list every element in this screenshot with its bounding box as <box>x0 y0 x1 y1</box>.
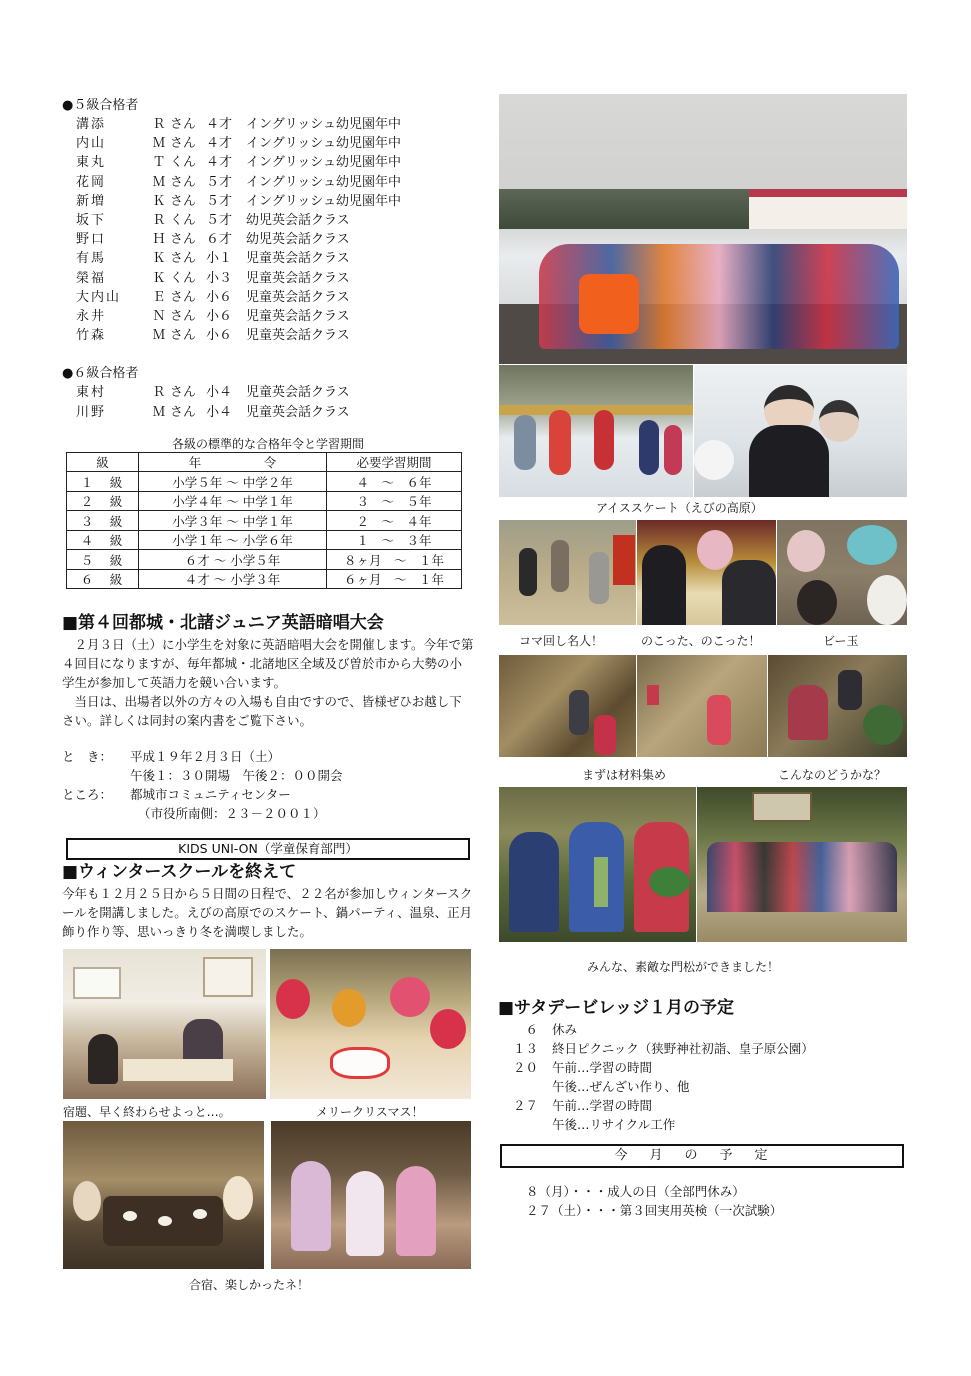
table-cell: 小学４年 ～ 中学１年 <box>139 491 327 511</box>
passer-name: 東丸 <box>76 155 107 171</box>
passer-honorific: さん <box>170 136 197 152</box>
list-item <box>76 403 474 422</box>
table-cell: ８ヶ月 ～ １年 <box>327 550 462 570</box>
list-item <box>76 115 474 134</box>
passer-honorific: くん <box>170 270 197 286</box>
passer-name: 内山 <box>76 136 107 152</box>
table-cell: ４ ～ ６年 <box>327 472 462 492</box>
passer-honorific: くん <box>170 213 197 229</box>
list-item <box>498 1096 908 1115</box>
passer-age: 小４ <box>206 404 233 420</box>
caption-skating: アイススケート（えびの高原） <box>596 501 763 515</box>
passer-honorific: さん <box>170 232 197 248</box>
passer-initial: Ｒ <box>152 385 166 401</box>
passer-initial: Ｋ <box>152 193 166 209</box>
when-line-1: 平成１９年２月３日（土） <box>130 749 281 765</box>
table-row <box>67 550 462 570</box>
passer-age: 小１ <box>206 251 233 267</box>
list-item: ２７（土）・・・第３回実用英検（一次試験） <box>526 1203 783 1218</box>
caption-christmas: メリークリスマス！ <box>316 1105 424 1119</box>
photo-materials-2 <box>637 655 767 757</box>
passer-class: 幼児英会話クラス <box>246 213 350 229</box>
month-schedule-box: 今月の予定 <box>500 1144 904 1168</box>
passer-class: 児童英会話クラス <box>246 385 350 401</box>
passer-name: 野口 <box>76 232 107 248</box>
table-cell: ４ 級 <box>67 530 139 550</box>
passer-name: 新増 <box>76 193 107 209</box>
schedule-text: 午前…学習の時間 <box>552 1060 653 1075</box>
contest-paragraph-2: 当日は、出場者以外の方々の入場も自由ですので、皆様ぜひお越し下さい。詳しくは同封の案内書をご覧下さい。 <box>62 694 462 729</box>
passer-class: 児童英会話クラス <box>246 251 350 267</box>
passer-name: 榮福 <box>76 270 107 286</box>
where-line-2: （市役所南側：２３－２００１） <box>138 806 326 822</box>
schedule-day: ６ <box>525 1022 538 1037</box>
passer-class: イングリッシュ幼児園年中 <box>246 174 401 190</box>
grade5-list <box>76 115 474 345</box>
passer-class: 児童英会話クラス <box>246 404 350 420</box>
contest-paragraph-1: ２月３日（土）に小学生を対象に英語暗唱大会を開催します。今年で第４回目になりますが、毎年都城・北諸地区全域及び曽於市から大勢の小学生が参加して英語力を競い合います。 <box>62 637 474 691</box>
passer-class: 児童英会話クラス <box>246 289 350 305</box>
photo-kadomatsu-kids <box>499 787 696 942</box>
table-header-cell: 年 令 <box>139 452 327 472</box>
table-cell: １ 級 <box>67 472 139 492</box>
photo-skating-closeup <box>694 365 907 497</box>
passer-initial: Ｋ <box>152 270 166 286</box>
standard-table-caption: 各級の標準的な合格年令と学習期間 <box>171 436 364 451</box>
table-cell: 小学３年 ～ 中学１年 <box>139 511 327 531</box>
passer-class: 児童英会話クラス <box>246 270 350 286</box>
photo-marbles <box>777 520 907 625</box>
schedule-day: ２７ <box>512 1098 538 1113</box>
list-item <box>76 307 474 326</box>
passer-initial: Ｍ <box>152 404 166 420</box>
passer-name: 大内山 <box>76 289 122 305</box>
table-cell: １ ～ ３年 <box>327 530 462 550</box>
caption-camp: 合宿、楽しかったネ！ <box>189 1278 310 1292</box>
photo-kadomatsu-group <box>697 787 907 942</box>
table-cell: ６ 級 <box>67 569 139 589</box>
list-item <box>498 1077 908 1096</box>
photo-skating-group <box>499 94 907 364</box>
contest-where-row <box>62 785 474 804</box>
caption-bidama: ビー玉 <box>823 634 859 648</box>
when-line-2: 午後１：３０開場 午後２：００開会 <box>130 768 343 784</box>
table-row <box>67 472 462 492</box>
list-item <box>76 269 474 288</box>
schedule-text: 休み <box>552 1022 578 1037</box>
passer-age: ４才 <box>206 155 233 171</box>
caption-koma: コマ回し名人！ <box>519 634 604 648</box>
photo-camp-pajamas <box>271 1121 471 1269</box>
table-cell: ４才 ～ 小学３年 <box>139 569 327 589</box>
kids-union-box: KIDS UNI-ON（学童保育部門） <box>66 838 470 860</box>
passer-honorific: さん <box>170 251 197 267</box>
list-item <box>76 173 474 192</box>
passer-initial: Ｒ <box>152 213 166 229</box>
list-item <box>76 192 474 211</box>
schedule-text: 午前…学習の時間 <box>552 1098 653 1113</box>
list-item <box>76 153 474 172</box>
schedule-text: 終日ピクニック（狭野神社初詣、皇子原公園） <box>552 1041 814 1056</box>
table-cell: ３ ～ ５年 <box>327 491 462 511</box>
table-header-cell: 級 <box>67 452 139 472</box>
table-row <box>67 530 462 550</box>
passer-age: ４才 <box>206 136 233 152</box>
passer-initial: Ｈ <box>152 232 166 248</box>
contest-title: ■第４回都城・北諸ジュニア英語暗唱大会 <box>62 613 384 634</box>
table-cell: ５ 級 <box>67 550 139 570</box>
caption-materials: まずは材料集め <box>582 768 667 782</box>
caption-nokotta: のこった、のこった！ <box>641 634 761 648</box>
list-item: ８（月）・・・成人の日（全部門休み） <box>526 1184 745 1199</box>
passer-age: 小６ <box>206 328 233 344</box>
list-item <box>76 326 474 345</box>
when-label: と き： <box>62 749 113 765</box>
passer-honorific: さん <box>170 117 197 132</box>
list-item <box>498 1020 908 1039</box>
photo-homework <box>63 949 266 1099</box>
passer-name: 有馬 <box>76 251 107 267</box>
table-cell: ２ ～ ４年 <box>327 511 462 531</box>
passer-name: 東村 <box>76 385 107 401</box>
table-row <box>67 491 462 511</box>
contest-where-row-2 <box>62 804 474 823</box>
winter-paragraph: 今年も１２月２５日から５日間の日程で、２２名が参加しウィンタースクールを開講しました。えびの高原でのスケート、鍋パーティ、温泉、正月飾り作り等、思いっきり冬を満喫しました。 <box>62 886 473 940</box>
passer-name: 坂下 <box>76 213 107 229</box>
passer-class: イングリッシュ幼児園年中 <box>246 193 401 209</box>
standard-table <box>66 452 462 590</box>
list-item <box>76 249 474 268</box>
list-item <box>498 1039 908 1058</box>
list-item <box>498 1058 908 1077</box>
photo-materials-1 <box>499 655 636 757</box>
passer-age: ４才 <box>206 117 233 132</box>
photo-skating-rink <box>499 365 693 497</box>
passer-initial: Ｅ <box>152 289 166 305</box>
table-row <box>67 569 462 589</box>
where-label: ところ： <box>62 787 113 803</box>
schedule-day: １３ <box>512 1041 538 1056</box>
list-item <box>76 288 474 307</box>
table-cell: 小学５年 ～ 中学２年 <box>139 472 327 492</box>
passer-honorific: さん <box>170 385 197 401</box>
passer-age: 小３ <box>206 270 233 286</box>
month-schedule-list <box>526 1182 908 1220</box>
caption-kadomatsu: みんな、素敵な門松ができました！ <box>587 960 780 974</box>
contest-when-row <box>62 747 474 766</box>
table-header-row <box>67 452 462 472</box>
passer-class: 幼児英会話クラス <box>246 232 350 248</box>
grade5-header: ●５級合格者 <box>62 98 139 113</box>
table-row <box>67 511 462 531</box>
passer-name: 花岡 <box>76 174 107 190</box>
contest-info <box>62 747 474 823</box>
passer-initial: Ｒ <box>152 117 166 132</box>
passer-class: 児童英会話クラス <box>246 328 350 344</box>
passer-initial: Ｎ <box>152 309 166 325</box>
passer-honorific: さん <box>170 174 197 190</box>
passer-class: イングリッシュ幼児園年中 <box>246 155 401 171</box>
passer-age: 小６ <box>206 289 233 305</box>
table-cell: ３ 級 <box>67 511 139 531</box>
passer-initial: Ｍ <box>152 328 166 344</box>
grade6-header: ●６級合格者 <box>62 366 139 382</box>
passer-class: イングリッシュ幼児園年中 <box>246 117 401 132</box>
contest-when-row-2 <box>62 766 474 785</box>
grade6-list <box>76 383 474 421</box>
schedule-day <box>498 1115 552 1134</box>
passer-age: ５才 <box>206 193 233 209</box>
passer-initial: Ｔ <box>152 155 166 171</box>
table-header-cell: 必要学習期間 <box>327 452 462 472</box>
passer-class: イングリッシュ幼児園年中 <box>246 136 401 152</box>
passer-age: 小６ <box>206 309 233 325</box>
passer-age: ６才 <box>206 232 233 248</box>
photo-camp-meal <box>63 1121 264 1269</box>
passer-name: 溝添 <box>76 117 107 132</box>
passer-honorific: さん <box>170 328 197 344</box>
saturday-schedule <box>498 1020 908 1134</box>
passer-name: 竹森 <box>76 328 107 344</box>
winter-title: ■ウィンタースクールを終えて <box>62 862 297 883</box>
photo-koma <box>499 520 636 625</box>
schedule-text: 午後…ぜんざい作り、他 <box>552 1079 690 1094</box>
passer-name: 永井 <box>76 309 107 325</box>
list-item <box>76 134 474 153</box>
table-cell: 小学１年 ～ 小学６年 <box>139 530 327 550</box>
list-item <box>76 211 474 230</box>
passer-age: ５才 <box>206 174 233 190</box>
photo-christmas <box>270 949 471 1099</box>
passer-honorific: くん <box>170 155 197 171</box>
caption-konnano: こんなのどうかな？ <box>778 768 887 782</box>
passer-initial: Ｍ <box>152 174 166 190</box>
passer-honorific: さん <box>170 193 197 209</box>
passer-name: 川野 <box>76 404 107 420</box>
right-column-text <box>498 996 908 1220</box>
passer-age: 小４ <box>206 385 233 401</box>
photo-sumo <box>637 520 776 625</box>
list-item <box>76 383 474 402</box>
schedule-text: 午後…リサイクル工作 <box>552 1117 676 1132</box>
list-item <box>76 230 474 249</box>
table-cell: ６ヶ月 ～ １年 <box>327 569 462 589</box>
left-column <box>62 96 474 941</box>
where-line-1: 都城市コミュニティセンター <box>130 787 291 803</box>
passer-age: ５才 <box>206 213 233 229</box>
caption-homework: 宿題、早く終わらせよっと…。 <box>63 1105 231 1119</box>
table-cell: ６才 ～ 小学５年 <box>139 550 327 570</box>
list-item <box>498 1115 908 1134</box>
schedule-day: ２０ <box>512 1060 538 1075</box>
passer-honorific: さん <box>170 289 197 305</box>
saturday-title: ■サタデービレッジ１月の予定 <box>498 998 735 1018</box>
passer-honorific: さん <box>170 404 197 420</box>
passer-class: 児童英会話クラス <box>246 309 350 325</box>
photo-materials-3 <box>768 655 907 757</box>
passer-honorific: さん <box>170 309 197 325</box>
schedule-day <box>498 1077 552 1096</box>
passer-initial: Ｍ <box>152 136 166 152</box>
passer-initial: Ｋ <box>152 251 166 267</box>
table-cell: ２ 級 <box>67 491 139 511</box>
